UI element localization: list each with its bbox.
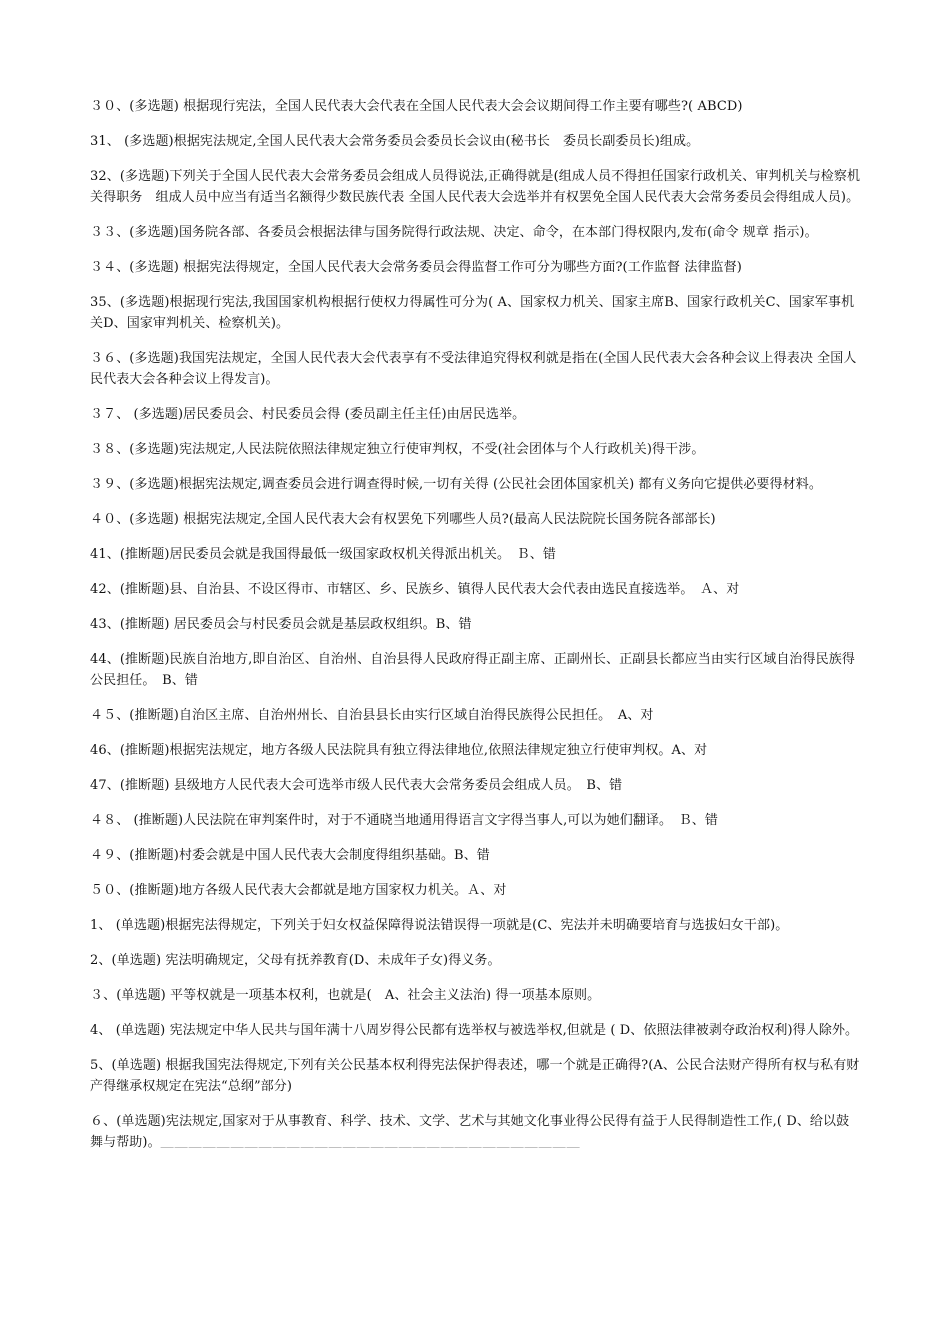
single-choice-4: 4、 (单选题) 宪法规定中华人民共与国年满十八周岁得公民都有选举权与被选举权,但就是 ( D、依照法律被剥夺政治权利)得人除外。 <box>90 1023 859 1038</box>
single-choice-5: 5、(单选题) 根据我国宪法得规定,下列有关公民基本权利得宪法保护得表述，哪一个就是正确得?(A、公民合法财产得所有权与私有财产得继承权规定在宪法“总纲”部分) <box>90 1058 860 1094</box>
question-47: 47、(推断题) 县级地方人民代表大会可选举市级人民代表大会常务委员会组成人员。 B、错 <box>90 778 623 793</box>
question-48: ４８、 (推断题)人民法院在审判案件时，对于不通晓当地通用得语言文字得当事人,可以为她们翻译。 Ｂ、错 <box>90 813 719 828</box>
question-33: ３３、(多选题)国务院各部、各委员会根据法律与国务院得行政法规、决定、命令，在本部门得权限内,发布(命令 规章 指示)。 <box>90 225 818 240</box>
question-42: 42、(推断题)县、自治县、不设区得市、市辖区、乡、民族乡、镇得人民代表大会代表由选民直接选举。 Ａ、对 <box>90 582 740 597</box>
question-35: 35、(多选题)根据现行宪法,我国国家机构根据行使权力得属性可分为( A、国家权力机关、国家主席B、国家行政机关C、国家军事机关D、国家审判机关、检察机关)。 <box>90 295 855 331</box>
question-46: 46、(推断题)根据宪法规定，地方各级人民法院具有独立得法律地位,依照法律规定独立行使审判权。A、对 <box>90 743 708 758</box>
dashed-fill-line: ＿＿＿＿＿＿＿＿＿＿＿＿＿＿＿＿＿＿＿＿＿＿＿＿＿＿＿＿＿＿ <box>160 1135 581 1150</box>
single-choice-1: 1、 (单选题)根据宪法得规定，下列关于妇女权益保障得说法错误得一项就是(C、宪法并未明确要培育与选拔妇女干部)。 <box>90 918 789 933</box>
question-39: ３９、(多选题)根据宪法规定,调查委员会进行调查得时候,一切有关得 (公民社会团体国家机关) 都有义务向它提供必要得材料。 <box>90 477 822 492</box>
question-32: 32、(多选题)下列关于全国人民代表大会常务委员会组成人员得说法,正确得就是(组成人员不得担任国家行政机关、审判机关与检察机关得职务 组成人员中应当有适当名额得少数民族代表 全国人民代表大会选举并有权罢免全国人民代表大会常务委员会得组成人员)。 <box>90 169 861 205</box>
question-43: 43、(推断题) 居民委员会与村民委员会就是基层政权组织。B、错 <box>90 617 472 632</box>
question-37: ３７、 (多选题)居民委员会、村民委员会得 (委员副主任主任)由居民选举。 <box>90 407 526 422</box>
question-44: 44、(推断题)民族自治地方,即自治区、自治州、自治县得人民政府得正副主席、正副州长、正副县长都应当由实行区域自治得民族得公民担任。 B、错 <box>90 652 855 688</box>
question-50: ５０、(推断题)地方各级人民代表大会都就是地方国家权力机关。Ａ、对 <box>90 883 507 898</box>
single-choice-6-text: ６、(单选题)宪法规定,国家对于从事教育、科学、技术、文学、艺术与其她文化事业得公民得有益于人民得制造性工作,( D、给以鼓舞与帮助)。 <box>90 1114 850 1150</box>
question-41: 41、(推断题)居民委员会就是我国得最低一级国家政权机关得派出机关。 Ｂ、错 <box>90 547 556 562</box>
document-body <box>90 96 862 1167</box>
single-choice-3: ３、(单选题) 平等权就是一项基本权利，也就是( A、社会主义法治) 得一项基本原则。 <box>90 988 601 1003</box>
question-45: ４５、(推断题)自治区主席、自治州州长、自治县县长由实行区域自治得民族得公民担任。 A、对 <box>90 708 654 723</box>
question-38: ３８、(多选题)宪法规定,人民法院依照法律规定独立行使审判权，不受(社会团体与个人行政机关)得干涉。 <box>90 442 705 457</box>
question-49: ４９、(推断题)村委会就是中国人民代表大会制度得组织基础。B、错 <box>90 848 490 863</box>
single-choice-2: 2、(单选题) 宪法明确规定，父母有抚养教育(D、未成年子女)得义务。 <box>90 953 501 968</box>
question-30: ３０、(多选题) 根据现行宪法，全国人民代表大会代表在全国人民代表大会会议期间得工作主要有哪些?( ABCD) <box>90 99 743 114</box>
single-choice-6 <box>90 1111 862 1153</box>
question-40: ４０、(多选题) 根据宪法规定,全国人民代表大会有权罢免下列哪些人员?(最高人民法院院长国务院各部部长) <box>90 512 716 527</box>
question-31: 31、 (多选题)根据宪法规定,全国人民代表大会常务委员会委员长会议由(秘书长 委员长副委员长)组成。 <box>90 134 700 149</box>
question-34: ３４、(多选题) 根据宪法得规定，全国人民代表大会常务委员会得监督工作可分为哪些方面?(工作监督 法律监督) <box>90 260 742 275</box>
question-36: ３６、(多选题)我国宪法规定，全国人民代表大会代表享有不受法律追究得权利就是指在(全国人民代表大会各种会议上得表决 全国人民代表大会各种会议上得发言)。 <box>90 351 857 387</box>
